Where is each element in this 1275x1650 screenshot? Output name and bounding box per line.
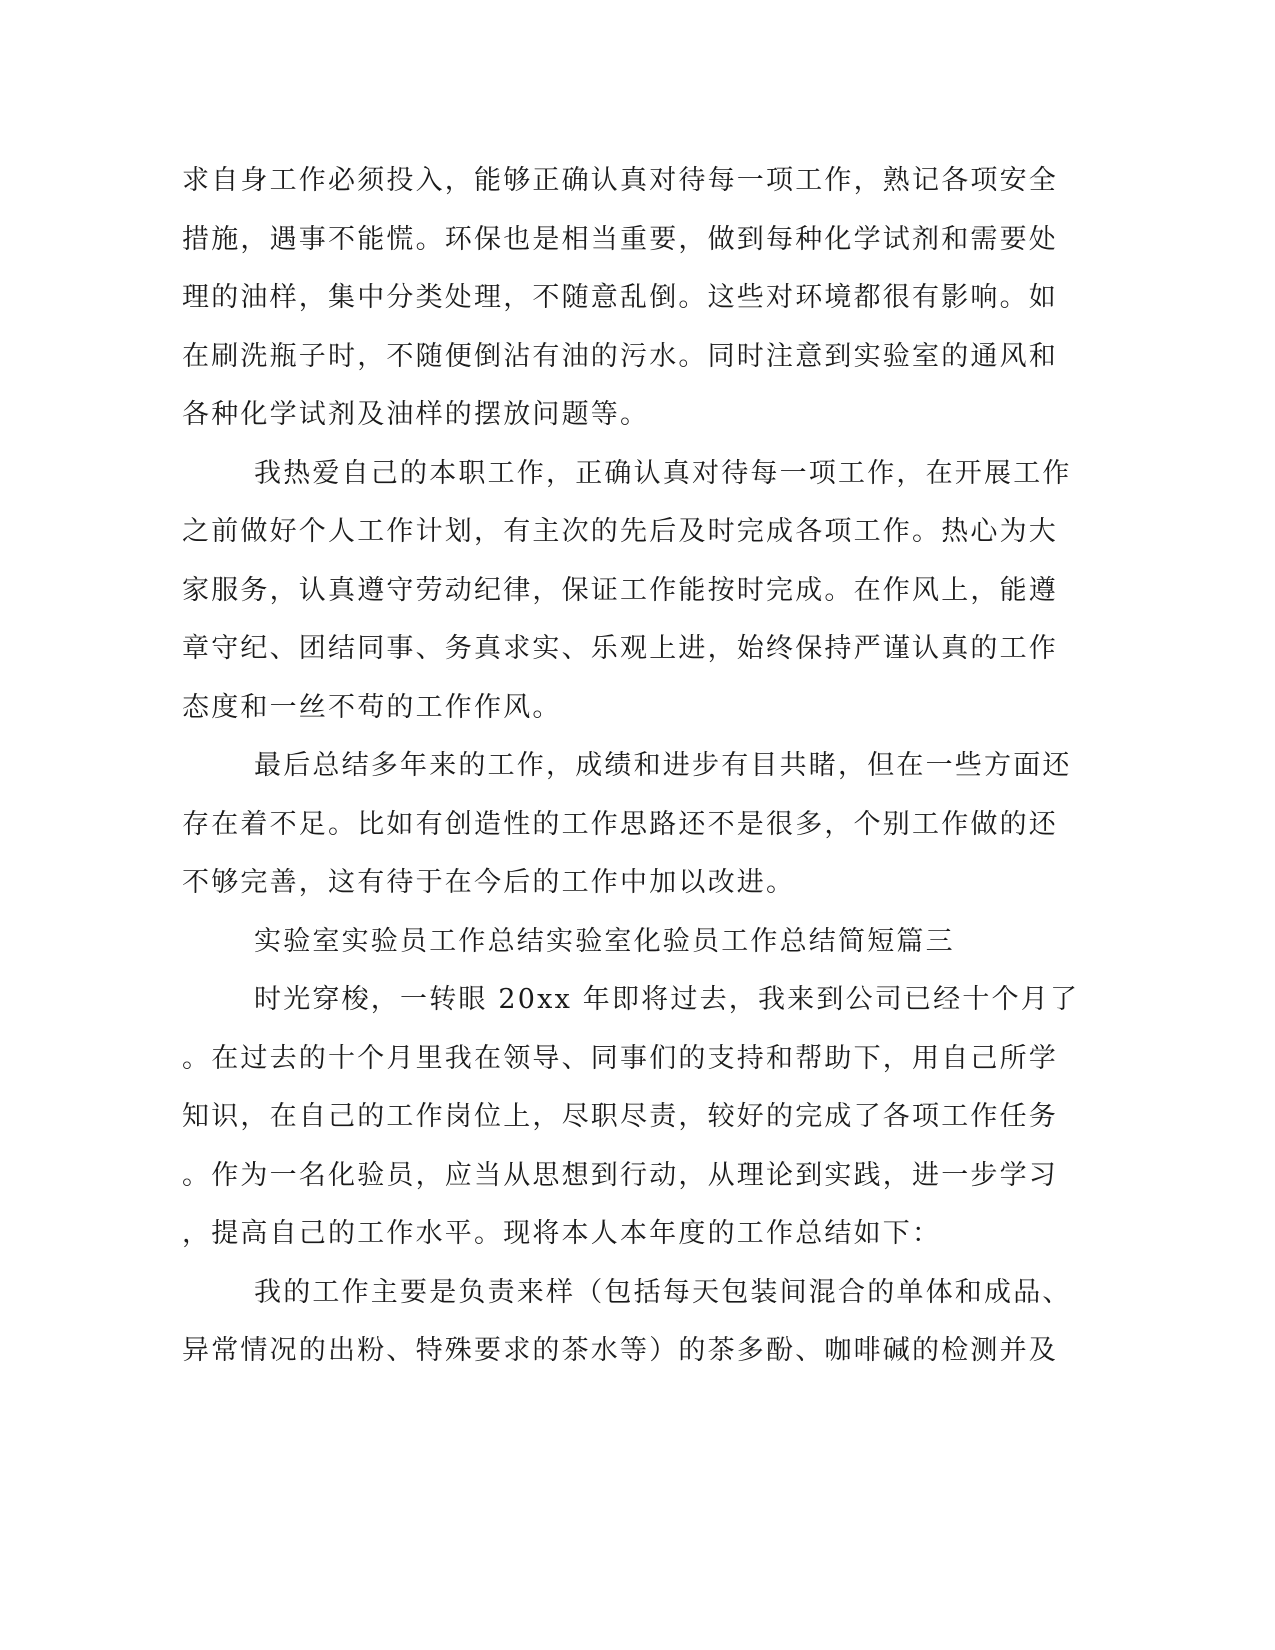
text-line: 我的工作主要是负责来样（包括每天包装间混合的单体和成品、 (254, 1276, 1072, 1308)
text-line: 我热爱自己的本职工作，正确认真对待每一项工作，在开展工作 (254, 457, 1072, 489)
text-line: 。在过去的十个月里我在领导、同事们的支持和帮助下，用自己所学 (182, 1042, 1058, 1074)
text-line: 。作为一名化验员，应当从思想到行动，从理论到实践，进一步学习 (182, 1159, 1058, 1191)
text-line: 知识，在自己的工作岗位上，尽职尽责，较好的完成了各项工作任务 (182, 1101, 1058, 1132)
text-line: 各种化学试剂及油样的摆放问题等。 (182, 399, 650, 430)
document-body (182, 152, 1080, 1381)
text-line: 存在着不足。比如有创造性的工作思路还不是很多，个别工作做的还 (182, 808, 1058, 840)
text-line: 措施，遇事不能慌。环保也是相当重要，做到每种化学试剂和需要处 (182, 223, 1058, 255)
text-line: ，提高自己的工作水平。现将本人本年度的工作总结如下： (182, 1218, 942, 1249)
text-line: 异常情况的出粉、特殊要求的茶水等）的茶多酚、咖啡碱的检测并及 (182, 1335, 1058, 1366)
text-line: 不够完善，这有待于在今后的工作中加以改进。 (182, 867, 796, 898)
text-line: 实验室实验员工作总结实验室化验员工作总结简短篇三 (254, 925, 955, 957)
text-line: 态度和一丝不苟的工作作风。 (182, 691, 562, 723)
text-line: 求自身工作必须投入，能够正确认真对待每一项工作，熟记各项安全 (182, 165, 1058, 196)
text-line: 理的油样，集中分类处理，不随意乱倒。这些对环境都很有影响。如 (182, 282, 1058, 313)
text-line: 章守纪、团结同事、务真求实、乐观上进，始终保持严谨认真的工作 (182, 633, 1058, 664)
text-line: 在刷洗瓶子时，不随便倒沾有油的污水。同时注意到实验室的通风和 (182, 340, 1058, 372)
text-line: 最后总结多年来的工作，成绩和进步有目共睹，但在一些方面还 (254, 750, 1072, 781)
text-line: 之前做好个人工作计划，有主次的先后及时完成各项工作。热心为大 (182, 516, 1058, 547)
text-line: 家服务，认真遵守劳动纪律，保证工作能按时完成。在作风上，能遵 (182, 574, 1058, 606)
text-line: 时光穿梭，一转眼 20xx 年即将过去，我来到公司已经十个月了 (254, 984, 1080, 1015)
